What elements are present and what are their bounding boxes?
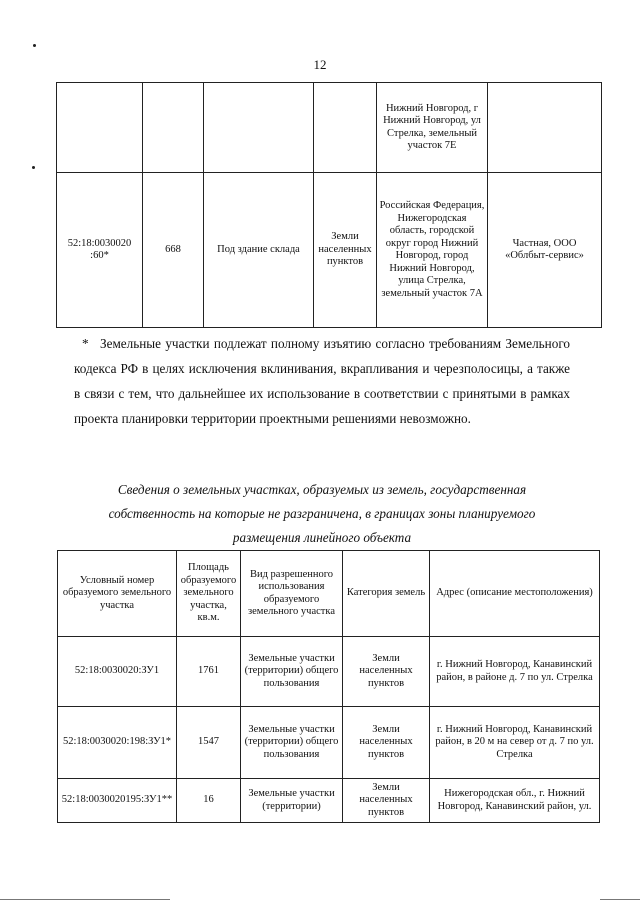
cell-owner: Частная, ООО «Облбыт-сервис»	[488, 173, 602, 328]
cell-address: г. Нижний Новгород, Канавинский район, в 20 м на север от д. 7 по ул. Стрелка	[430, 707, 600, 779]
margin-dot	[33, 44, 36, 47]
cell-number: 52:18:0030020 :60*	[57, 173, 143, 328]
table-row	[58, 779, 600, 823]
cell-number: 52:18:0030020195:ЗУ1**	[58, 779, 177, 823]
formed-plots-table	[57, 550, 600, 823]
cell-use: Под здание склада	[204, 173, 314, 328]
cell-use: Земельные участки (территории) общего пользования	[241, 707, 343, 779]
footnote-paragraph	[74, 331, 570, 431]
header-address: Адрес (описание местоположения)	[430, 551, 600, 637]
footnote-text: Земельные участки подлежат полному изъятию согласно требованиям Земельного кодекса РФ в целях исключения вклинивания, вкрапливания и черезполосицы, а также в связи с тем, что дальнейшее их использование в соответствии с принятыми в рамках проекта планировки территории проектными решениями невозможно.	[74, 336, 570, 426]
cell-use	[204, 83, 314, 173]
cell-area	[143, 83, 204, 173]
cell-use: Земельные участки (территории) общего пользования	[241, 637, 343, 707]
cell-number: 52:18:0030020:198:ЗУ1*	[58, 707, 177, 779]
cell-address: Российская Федерация, Нижегородская область, городской округ город Нижний Новгород, город Нижний Новгород, улица Стрелка, земельный участок 7А	[377, 173, 488, 328]
table-row	[57, 83, 602, 173]
page-number: 12	[313, 57, 327, 72]
table-header-row	[58, 551, 600, 637]
scan-edge-line	[600, 899, 640, 900]
cell-address: Нижегородская обл., г. Нижний Новгород, Канавинский район, ул.	[430, 779, 600, 823]
table-row	[57, 173, 602, 328]
section-subtitle: Сведения о земельных участках, образуемых из земель, государственная собственность на которые не разграничена, в границах зоны планируемого размещения линейного объекта	[108, 482, 536, 545]
cell-number	[57, 83, 143, 173]
cell-area: 1761	[177, 637, 241, 707]
footnote-star: *	[82, 336, 89, 351]
cell-category: Земли населенных пунктов	[343, 779, 430, 823]
header-area: Площадь образуемого земельного участка, кв.м.	[177, 551, 241, 637]
cell-number: 52:18:0030020:ЗУ1	[58, 637, 177, 707]
cell-owner	[488, 83, 602, 173]
margin-dot	[32, 166, 35, 169]
table-row	[58, 637, 600, 707]
cell-area: 16	[177, 779, 241, 823]
header-category: Категория земель	[343, 551, 430, 637]
cell-category: Земли населенных пунктов	[343, 707, 430, 779]
cell-address: Нижний Новгород, г Нижний Новгород, ул Стрелка, земельный участок 7Е	[377, 83, 488, 173]
table-row	[58, 707, 600, 779]
cell-address: г. Нижний Новгород, Канавинский район, в районе д. 7 по ул. Стрелка	[430, 637, 600, 707]
cell-area: 668	[143, 173, 204, 328]
cell-use: Земельные участки (территории)	[241, 779, 343, 823]
cell-area: 1547	[177, 707, 241, 779]
header-use: Вид разрешенного использования образуемого земельного участка	[241, 551, 343, 637]
header-number: Условный номер образуемого земельного участка	[58, 551, 177, 637]
cell-category: Земли населенных пунктов	[314, 173, 377, 328]
cell-category	[314, 83, 377, 173]
land-plots-table-continued	[56, 82, 602, 328]
cell-category: Земли населенных пунктов	[343, 637, 430, 707]
scan-edge-line	[0, 899, 170, 900]
